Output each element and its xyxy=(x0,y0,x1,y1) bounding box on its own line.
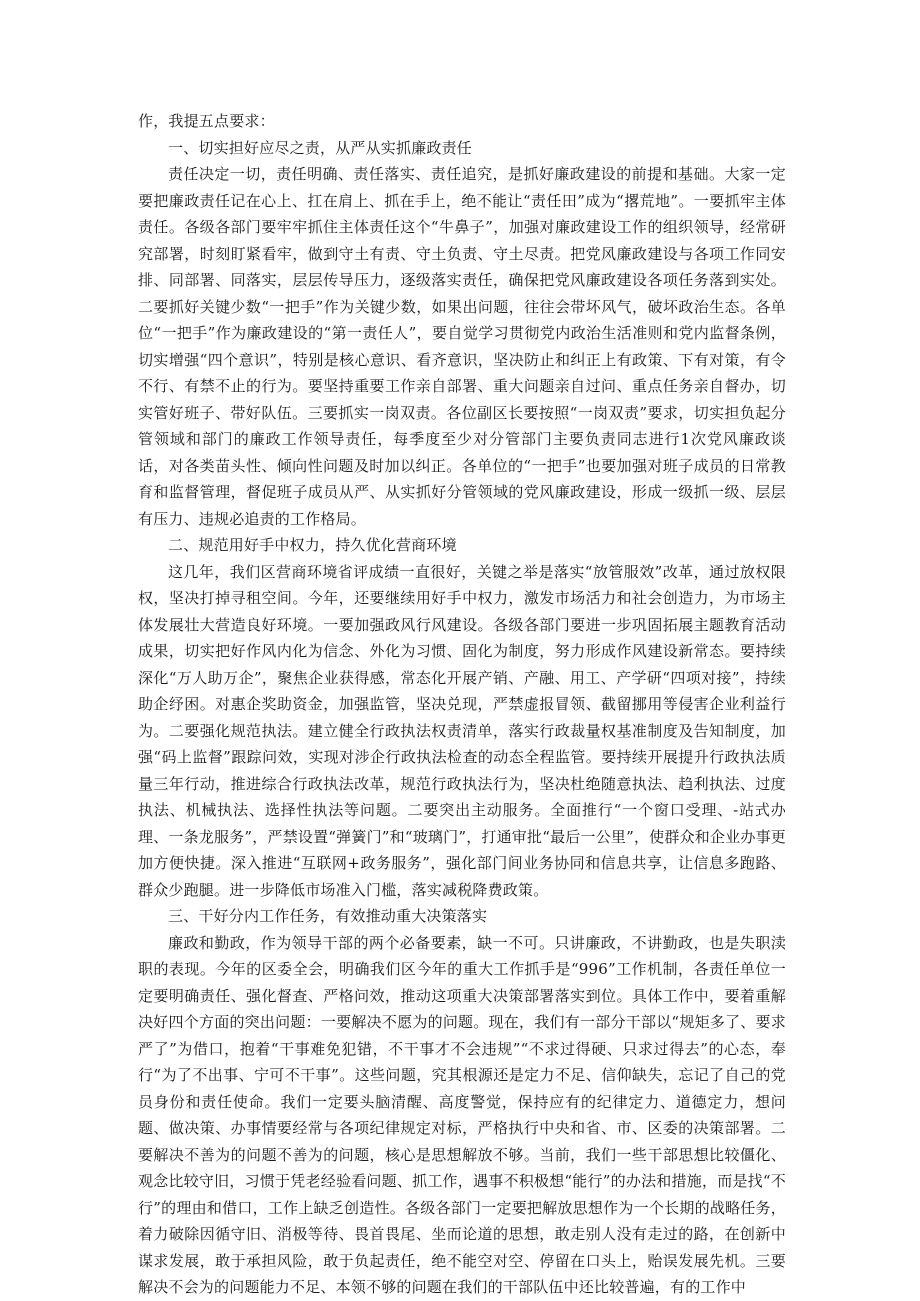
intro-line: 作，我提五点要求： xyxy=(138,112,275,130)
section-body-3: 廉政和勤政，作为领导干部的两个必备要素，缺一不可。只讲廉政，不讲勤政，也是失职渎职的表现。今年的区委全会，明确我们区今年的重大工作抓手是“996”工作机制，各责任单位一定要明确责任、强化督查、严格问效，推动这项重大决策部署落实到位。具体工作中，要着重解决好四个方面的突出问题：一要解决不愿为的问题。现在，我们有一部分干部以“规矩多了、要求严了”为借口，抱着“干事难免犯错，不干事才不会违规”“不求过得硬、只求过得去”的心态，奉行“为了不出事、宁可不干事”。这些问题，究其根源还是定力不足、信仰缺失，忘记了自己的党员身份和责任使命。我们一定要头脑清醒、高度警觉，保持应有的纪律定力、道德定力，想问题、做决策、办事情要经常与各项纪律规定对标，严格执行中央和省、市、区委的决策部署。二要解决不善为的问题不善为的问题，核心是思想解放不够。当前，我们一些干部思想比较僵化、观念比较守旧，习惯于凭老经验看问题、抓工作，遇事不积极想“能行”的办法和措施，而是找“不行”的理由和借口，工作上缺乏创造性。各级各部门一定要把解放思想作为一个长期的战略任务，着力破除因循守旧、消极等待、畏首畏尾、坐而论道的思想，敢走别人没有走过的路，在创新中谋求发展，敢于承担风险，敢于负起责任，绝不能空对空、停留在口头上，贻误发展先机。三要解决不会为的问题能力不足、本领不够的问题在我们的干部队伍中还比较普遍，有的工作中 xyxy=(138,933,786,1296)
section-body-2: 这几年，我们区营商环境省评成绩一直很好，关键之举是落实“放管服效”改革，通过放权限权，坚决打掉寻租空间。今年，还要继续用好手中权力，激发市场活力和社会创造力，为市场主体发展壮大营造良好环境。一要加强政风行风建设。各级各部门要进一步巩固拓展主题教育活动成果，切实把好作风内化为信念、外化为习惯、固化为制度，努力形成作风建设新常态。要持续深化“万人助万企”，聚焦企业获得感，常态化开展产销、产融、用工、产学研“四项对接”，持续助企纾困。对惠企奖助资金，加强监管，坚决兑现，严禁虚报冒领、截留挪用等侵害企业利益行为。二要强化规范执法。建立健全行政执法权责清单，落实行政裁量权基准制度及告知制度，加强“码上监督”跟踪问效，实现对涉企行政执法检查的动态全程监管。要持续开展提升行政执法质量三年行动，推进综合行政执法改革，规范行政执法行为，坚决杜绝随意执法、趋利执法、过度执法、机械执法、选择性执法等问题。二要突出主动服务。全面推行“一个窗口受理、-站式办理、一条龙服务”，严禁设置“弹簧门”和“玻璃门”，打通审批“最后一公里”，使群众和企业办事更加方便快捷。深入推进“互联网+政务服务”，强化部门间业务协同和信息共享，让信息多跑路、群众少跑腿。进一步降低市场准入门槛，落实减税降费政策。 xyxy=(138,562,786,899)
section-heading-3: 三、干好分内工作任务，有效推动重大决策落实 xyxy=(168,907,488,925)
section-heading-2: 二、规范用好手中权力，持久优化营商环境 xyxy=(168,536,457,554)
section-heading-1: 一、切实担好应尽之责，从严从实抓廉政责任 xyxy=(168,138,473,157)
document-page xyxy=(138,108,786,1301)
section-body-1: 责任决定一切，责任明确、责任落实、责任追究，是抓好廉政建设的前提和基础。大家一定要把廉政责任记在心上、扛在肩上、抓在手上，绝不能让“责任田”成为“撂荒地”。一要抓牢主体责任。各级各部门要牢牢抓住主体责任这个“牛鼻子”，加强对廉政建设工作的组织领导，经常研究部署，时刻盯紧看牢，做到守土有责、守土负责、守土尽责。把党风廉政建设与各项工作同安排、同部署、同落实，层层传导压力，逐级落实责任，确保把党风廉政建设各项任务落到实处。二要抓好关键少数“一把手”作为关键少数，如果出问题，往往会带坏风气，破坏政治生态。各单位“一把手”作为廉政建设的“第一责任人”，要自觉学习贯彻党内政治生活准则和党内监督条例，切实增强“四个意识”，特别是核心意识、看齐意识，坚决防止和纠正上有政策、下有对策，有令不行、有禁不止的行为。要坚持重要工作亲自部署、重大问题亲自过问、重点任务亲自督办，切实管好班子、带好队伍。三要抓实一岗双责。各位副区长要按照“一岗双责”要求，切实担负起分管领域和部门的廉政工作领导责任，每季度至少对分管部门主要负责同志进行1次党风廉政谈话，对各类苗头性、倾向性问题及时加以纠正。各单位的“一把手”也要加强对班子成员的日常教育和监督管理，督促班子成员从严、从实抓好分管领域的党风廉政建设，形成一级抓一级、层层有压力、违规必追责的工作格局。 xyxy=(138,165,786,528)
